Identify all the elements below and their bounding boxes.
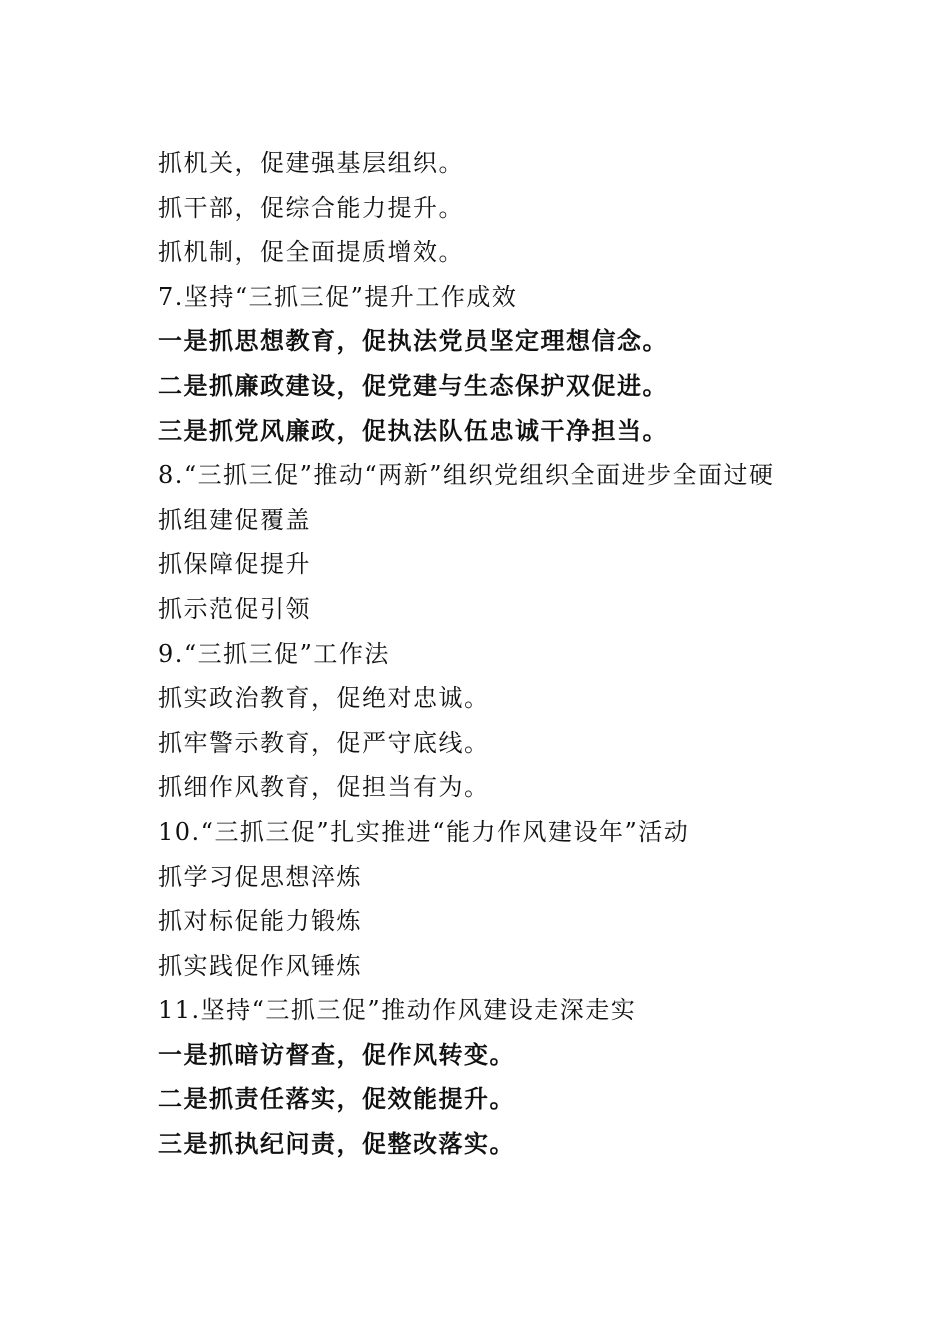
text-line: 8.“三抓三促”推动“两新”组织党组织全面进步全面过硬: [158, 461, 775, 490]
text-line: 三是抓执纪问责，促整改落实。: [158, 1129, 515, 1159]
text-line: 抓示范促引领: [158, 594, 311, 623]
text-line: 抓保障促提升: [158, 550, 311, 579]
text-line: 抓机关，促建强基层组织。: [158, 149, 464, 177]
text-line: 7.坚持“三抓三促”提升工作成效: [158, 282, 518, 311]
text-line: 11.坚持“三抓三促”推动作风建设走深走实: [158, 996, 637, 1025]
text-line: 抓牢警示教育，促严守底线。: [158, 728, 490, 757]
text-line: 二是抓廉政建设，促党建与生态保护双促进。: [158, 370, 668, 400]
text-line: 抓实政治教育，促绝对忠诚。: [158, 684, 490, 713]
text-line: 抓对标促能力锻炼: [158, 907, 362, 936]
text-line: 二是抓责任落实，促效能提升。: [158, 1084, 515, 1114]
text-line: 10.“三抓三促”扎实推进“能力作风建设年”活动: [158, 817, 690, 846]
text-line: 抓学习促思想淬炼: [158, 862, 362, 891]
text-line: 抓组建促覆盖: [158, 505, 311, 534]
text-line: 一是抓暗访督查，促作风转变。: [158, 1039, 515, 1069]
text-line: 三是抓党风廉政，促执法队伍忠诚干净担当。: [158, 415, 668, 445]
text-line: 抓细作风教育，促担当有为。: [158, 773, 490, 802]
text-line: 抓机制，促全面提质增效。: [158, 238, 464, 267]
text-line: 抓实践促作风锤炼: [158, 951, 362, 980]
document-body: [158, 141, 918, 1167]
text-line: 一是抓思想教育，促执法党员坚定理想信念。: [158, 326, 668, 356]
text-line: 9.“三抓三促”工作法: [158, 639, 390, 668]
text-line: 抓干部，促综合能力提升。: [158, 193, 464, 222]
